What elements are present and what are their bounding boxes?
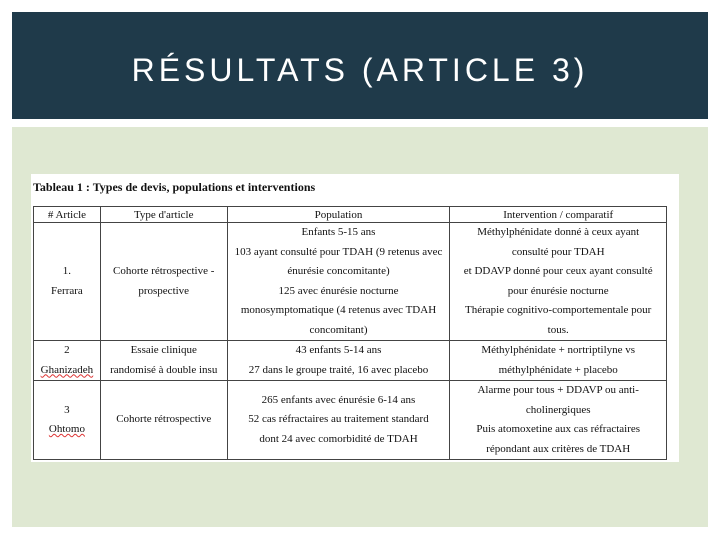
cell-line: Ohtomo	[48, 423, 85, 435]
cell-line: dont 24 avec comorbidité de TDAH	[259, 432, 418, 445]
header-type: Type d'article	[100, 207, 227, 223]
cell-line: 125 avec énurésie nocturne	[278, 284, 399, 297]
cell-line: cholinergiques	[525, 403, 591, 416]
header-intervention: Intervention / comparatif	[450, 207, 667, 223]
cell-line: consulté pour TDAH	[511, 245, 605, 258]
cell-line: Thérapie cognitivo-comportementale pour	[465, 304, 652, 316]
cell-line: et DDAVP donné pour ceux ayant consulté	[463, 265, 653, 277]
cell-line: Alarme pour tous + DDAVP ou anti-	[477, 384, 639, 396]
cell-line: randomisé à double insu	[110, 363, 218, 376]
cell-line: répondant aux critères de TDAH	[486, 442, 631, 455]
cell-article	[34, 341, 101, 381]
cell-line: concomitant)	[309, 323, 368, 336]
cell-line: méthylphénidate + placebo	[498, 363, 618, 376]
table-image	[31, 174, 679, 462]
cell-line: prospective	[138, 284, 190, 297]
cell-line: énurésie concomitante)	[287, 265, 390, 277]
cell-line: 43 enfants 5-14 ans	[295, 344, 382, 356]
cell-intervention	[450, 341, 667, 381]
cell-type	[100, 381, 227, 460]
cell-line: monosymptomatique (4 retenus avec TDAH	[240, 304, 437, 316]
cell-line: Cohorte rétrospective	[116, 413, 212, 426]
table-row	[34, 381, 667, 460]
cell-line: 2	[64, 344, 70, 356]
cell-line: Méthylphénidate donné à ceux ayant	[477, 226, 640, 238]
cell-type	[100, 341, 227, 381]
cell-line: tous.	[547, 323, 569, 336]
header-population: Population	[227, 207, 450, 223]
cell-population	[227, 381, 450, 460]
header-article: # Article	[34, 207, 101, 223]
cell-line: 52 cas réfractaires au traitement standard	[248, 413, 429, 426]
cell-line: 265 enfants avec énurésie 6-14 ans	[261, 393, 416, 406]
cell-line: 27 dans le groupe traité, 16 avec placebo	[248, 363, 429, 376]
cell-line: 1.	[62, 265, 72, 277]
table-row	[34, 223, 667, 341]
table-caption: Tableau 1 : Types de devis, populations et interventions	[33, 180, 316, 194]
cell-type	[100, 223, 227, 341]
cell-line: Enfants 5-15 ans	[301, 226, 376, 238]
cell-line: pour énurésie nocturne	[507, 284, 609, 297]
table-header-row	[34, 207, 667, 223]
cell-article	[34, 381, 101, 460]
cell-line: Cohorte rétrospective -	[113, 265, 215, 277]
slide-title: RÉSULTATS (ARTICLE 3)	[131, 52, 589, 88]
cell-intervention	[450, 381, 667, 460]
cell-line: Ghanizadeh	[40, 363, 94, 376]
cell-line: Ferrara	[51, 284, 83, 297]
cell-line: Puis atomoxetine aux cas réfractaires	[476, 423, 641, 435]
cell-population	[227, 223, 450, 341]
results-table	[33, 206, 667, 460]
cell-line: Essaie clinique	[130, 344, 197, 356]
table-row	[34, 341, 667, 381]
cell-line: 3	[64, 403, 70, 416]
cell-line: Méthylphénidate + nortriptilyne vs	[481, 344, 636, 356]
cell-article	[34, 223, 101, 341]
cell-line: 103 ayant consulté pour TDAH (9 retenus avec	[234, 245, 443, 258]
cell-intervention	[450, 223, 667, 341]
cell-population	[227, 341, 450, 381]
title-bar	[12, 12, 708, 119]
